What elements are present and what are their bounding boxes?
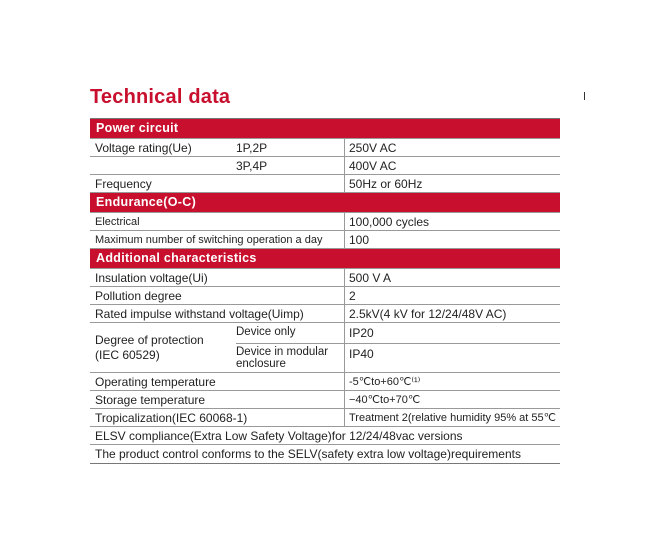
insulation-value: 500 V A [344,269,560,286]
max-switching-label: Maximum number of switching operation a day [95,233,323,246]
table-row [90,175,560,193]
operating-temp-label: Operating temperature [95,374,216,389]
voltage-rating-pole-1: 1P,2P [236,140,268,155]
tropicalization-label: Tropicalization(IEC 60068-1) [95,410,248,425]
voltage-rating-label: Voltage rating(Ue) [95,140,192,155]
protection-sub-1: Device only [236,326,296,338]
table-row [90,213,560,231]
table-row [90,269,560,287]
table-row-protection [90,323,560,373]
electrical-label: Electrical [95,215,140,228]
protection-value-spacer [344,364,560,372]
table-row [90,139,560,157]
protection-value-1: IP20 [344,323,560,343]
pollution-value: 2 [344,287,560,304]
frequency-value: 50Hz or 60Hz [344,175,560,192]
protection-sub-2 [236,346,328,370]
operating-temp-value: -5℃to+60℃⁽¹⁾ [344,373,560,390]
margin-mark [584,92,585,100]
page-title: Technical data [90,86,231,108]
elsv-compliance-text: ELSV compliance(Extra Low Safety Voltage)for 12/24/48vac versions [95,428,463,443]
protection-label-line-2: (IEC 60529) [95,348,160,362]
max-switching-value: 100 [344,231,560,248]
impulse-label: Rated impulse withstand voltage(Uimp) [95,306,304,321]
frequency-label: Frequency [95,176,152,191]
protection-sub-2-line-1: Device in modular [236,346,329,358]
table-row [90,231,560,249]
table-row [90,157,560,175]
protection-sub-2-line-2: enclosure [236,358,286,370]
impulse-value: 2.5kV(4 kV for 12/24/48V AC) [344,305,560,322]
voltage-rating-value-1: 250V AC [344,139,560,156]
electrical-value: 100,000 cycles [344,213,560,230]
tropicalization-value: Treatment 2(relative humidity 95% at 55℃ [344,409,560,426]
selv-requirements-text: The product control conforms to the SELV(safety extra low voltage)requirements [95,447,521,461]
table-row [90,305,560,323]
table-row [90,427,560,445]
table-row [90,445,560,463]
voltage-rating-pole-2: 3P,4P [236,158,268,173]
table-row [90,373,560,391]
storage-temp-value: −40℃to+70℃ [344,391,560,408]
protection-label-line-1: Degree of protection [95,333,204,347]
voltage-rating-value-2: 400V AC [344,157,560,174]
technical-data-table [90,118,560,464]
protection-value-2: IP40 [344,344,560,364]
pollution-label: Pollution degree [95,288,182,303]
section-header-power: Power circuit [90,119,560,139]
table-row [90,391,560,409]
section-header-endurance: Endurance(O-C) [90,193,560,213]
storage-temp-label: Storage temperature [95,392,206,407]
table-row [90,409,560,427]
insulation-label: Insulation voltage(Ui) [95,270,208,285]
table-row [90,287,560,305]
section-header-additional: Additional characteristics [90,249,560,269]
protection-label [95,329,204,367]
